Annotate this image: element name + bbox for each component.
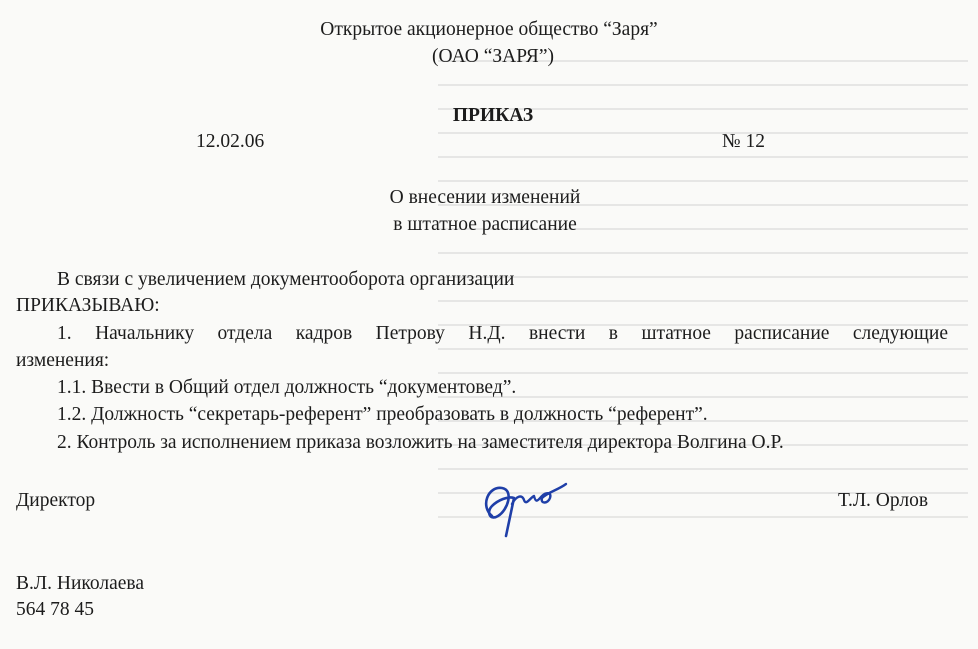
item-1-1: 1.1. Ввести в Общий отдел должность “документовед”.	[57, 377, 517, 398]
item-1-line-1: 1. Начальнику отдела кадров Петрову Н.Д. внести в штатное расписание следующие	[57, 323, 948, 344]
executor-phone: 564 78 45	[16, 599, 94, 620]
organization-full-name: Открытое акционерное общество “Заря”	[320, 19, 658, 40]
order-title: ПРИКАЗ	[452, 105, 534, 126]
item-1-2: 1.2. Должность “секретарь-референт” преобразовать в должность “референт”.	[57, 404, 708, 425]
signer-name: Т.Л. Орлов	[838, 490, 929, 511]
organization-short-name: (ОАО “ЗАРЯ”)	[432, 46, 554, 67]
item-1-line-2: изменения:	[16, 350, 110, 371]
order-subject-line-1: О внесении изменений	[389, 187, 581, 208]
order-subject-line-2: в штатное расписание	[393, 214, 577, 235]
preamble-text: В связи с увеличением документооборота организации	[57, 269, 515, 290]
executor-name: В.Л. Николаева	[16, 573, 144, 594]
item-2: 2. Контроль за исполнением приказа возложить на заместителя директора Волгина О.Р.	[57, 432, 784, 453]
order-date: 12.02.06	[196, 131, 265, 152]
order-number: № 12	[722, 131, 765, 152]
directive-word: ПРИКАЗЫВАЮ:	[16, 295, 160, 316]
signer-position: Директор	[16, 490, 96, 511]
handwritten-signature	[478, 476, 570, 538]
